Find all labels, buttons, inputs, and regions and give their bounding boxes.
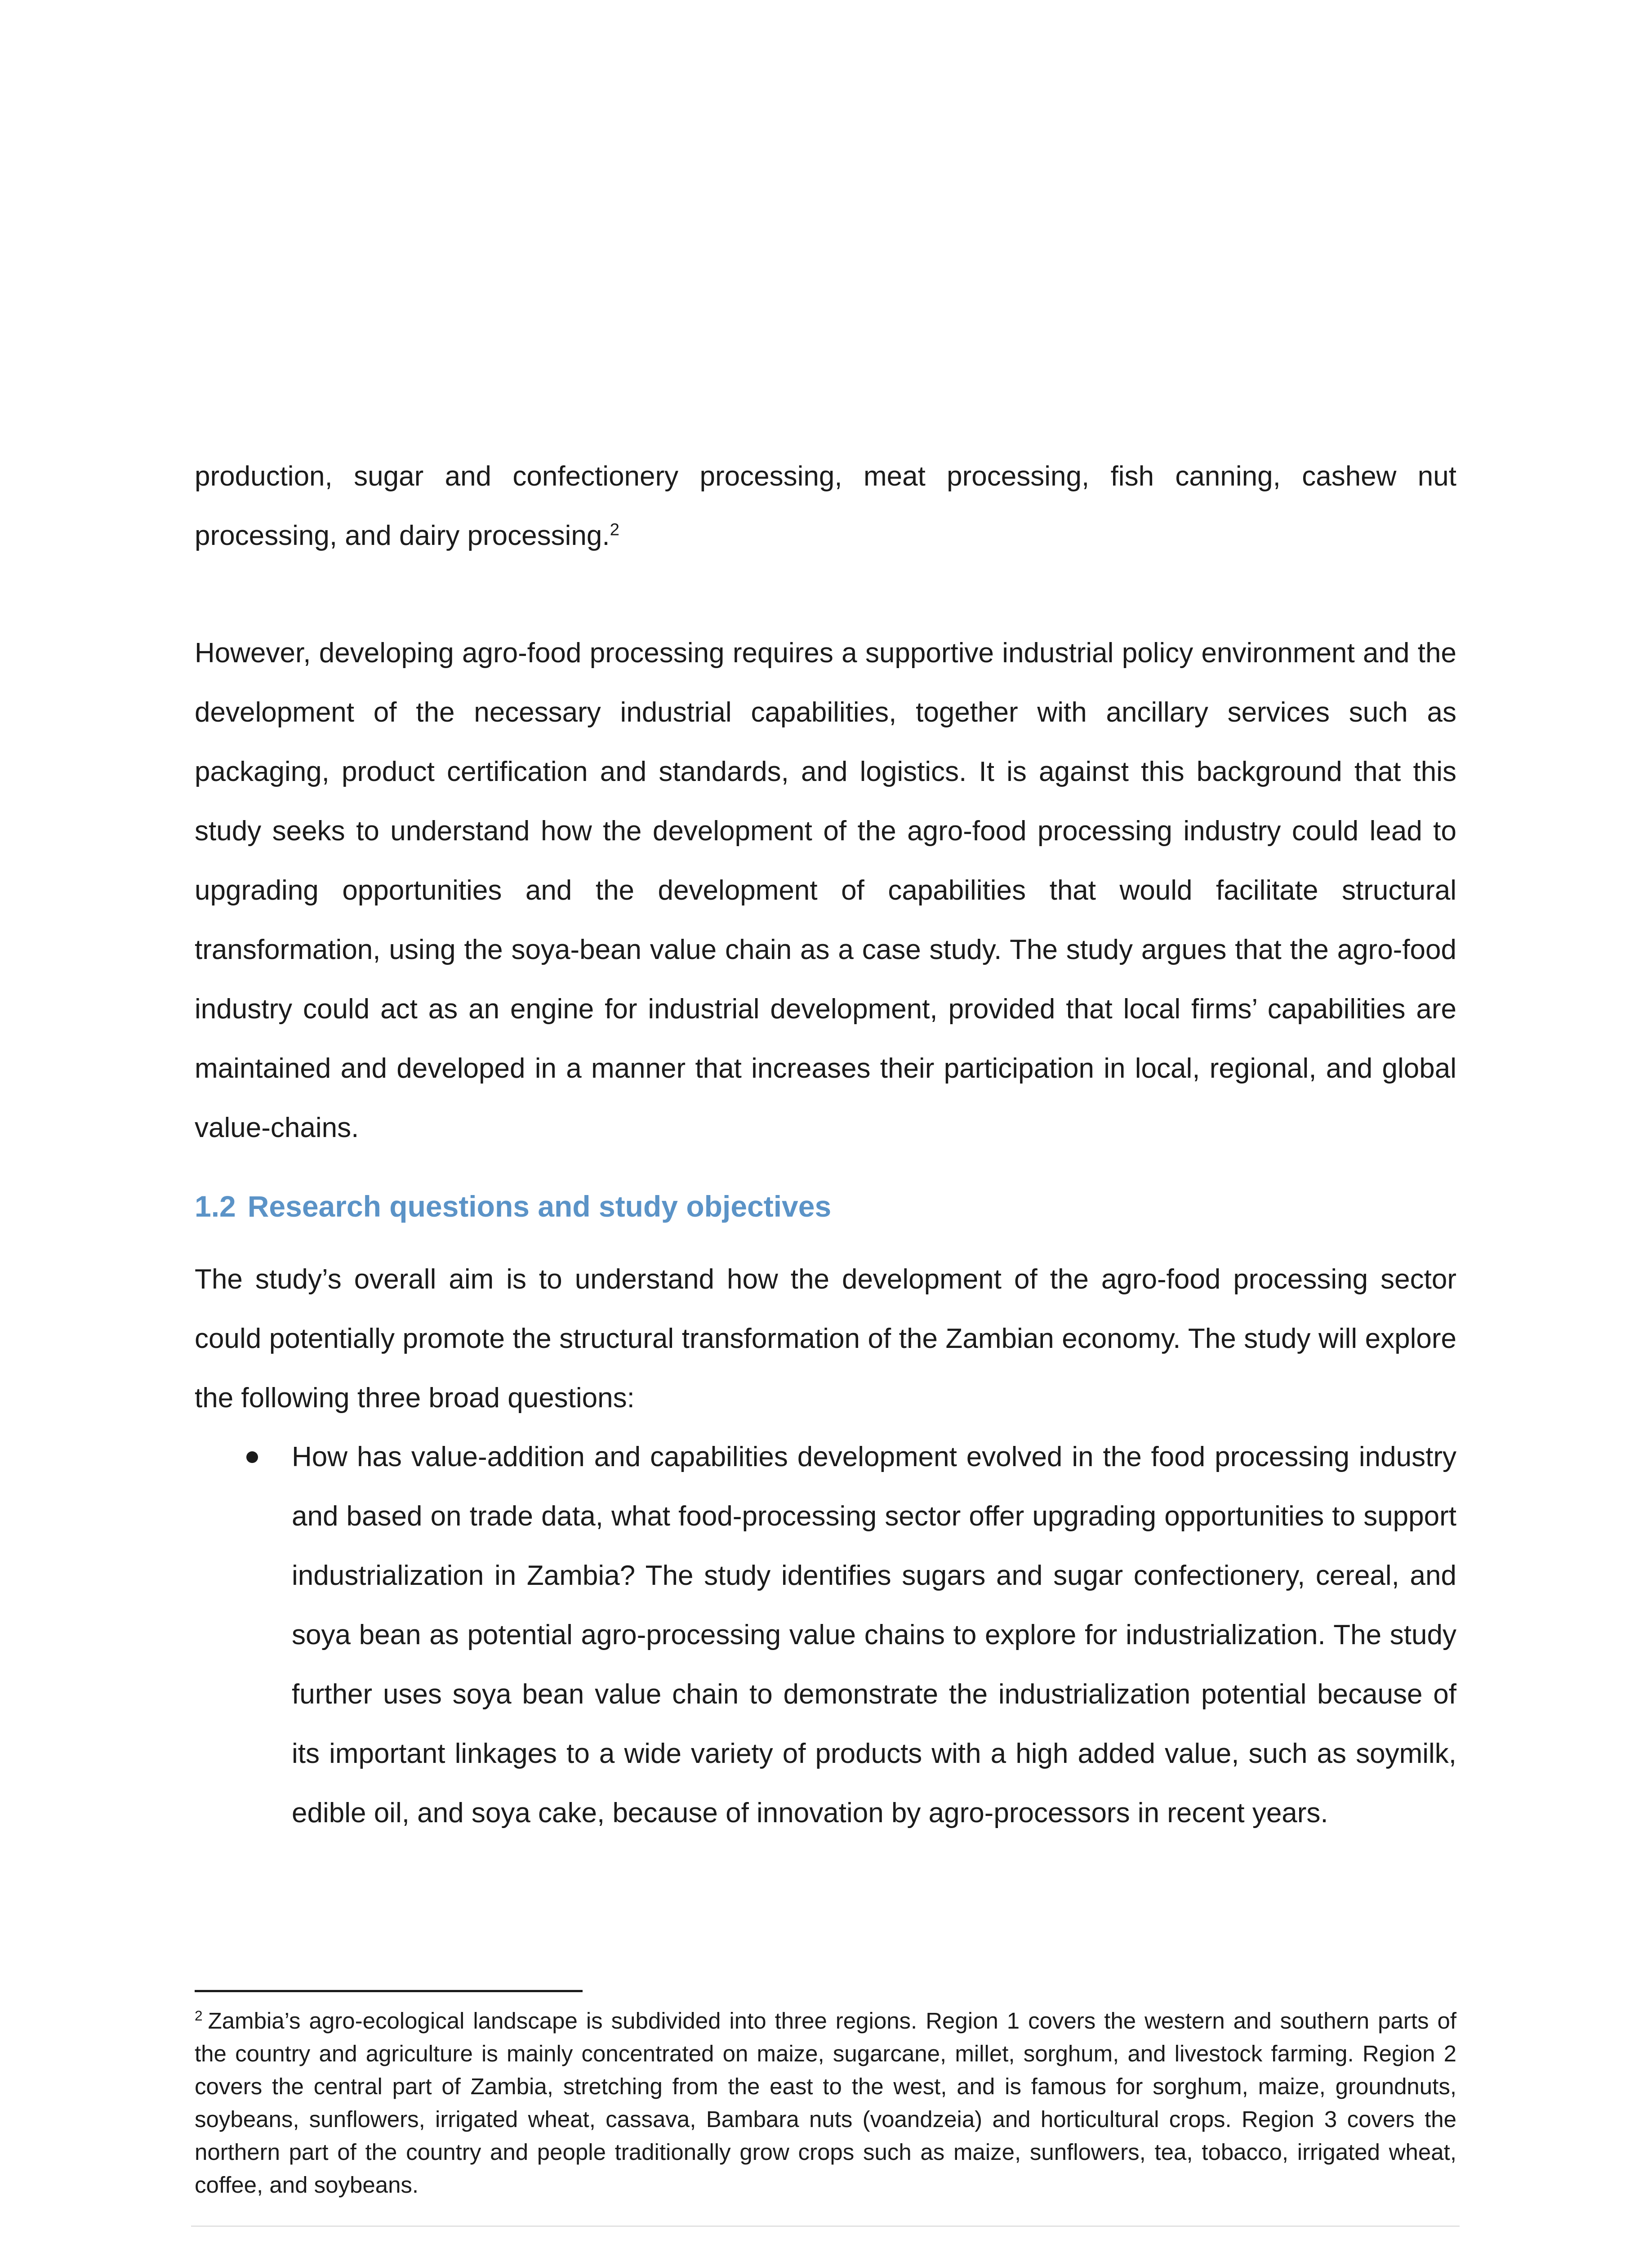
continuation-text: production, sugar and confectionery processing, meat processing, fish canning, cashew nut processing, and dairy processing. bbox=[195, 461, 1456, 551]
footnote-separator bbox=[195, 1990, 583, 1992]
section-heading bbox=[195, 1189, 831, 1223]
section-number: 1.2 bbox=[195, 1190, 236, 1223]
background-paragraph: However, developing agro-food processing requires a supportive industrial policy environment and the development of the necessary industrial capabilities, together with ancillary services such as packaging, product certification and standards, and logistics. It is against this background that this study seeks to understand how the development of the agro-food processing industry could lead to upgrading opportunities and the development of capabilities that would facilitate structural transformation, using the soya-bean value chain as a case study. The study argues that the agro-food industry could act as an engine for industrial development, provided that local firms’ capabilities are maintained and developed in a manner that increases their participation in local, regional, and global value-chains. bbox=[195, 638, 1456, 1143]
footnote-reference: 2 bbox=[610, 520, 619, 540]
continuation-paragraph bbox=[195, 447, 1456, 566]
section-intro-paragraph: The study’s overall aim is to understand how the development of the agro-food processing sector could potentially promote the structural transformation of the Zambian economy. The study will explore the following three broad questions: bbox=[195, 1264, 1456, 1414]
research-questions-list bbox=[195, 1427, 1456, 1843]
footnote-number: 2 bbox=[195, 2007, 203, 2024]
list-item-text: How has value-addition and capabilities development evolved in the food processing industry and based on trade data, what food-processing sector offer upgrading opportunities to support industrialization in Zambia? The study identifies sugars and sugar confectionery, cereal, and soya bean as potential agro-processing value chains to explore for industrialization. The study further uses soya bean value chain to demonstrate the industrialization potential because of its important linkages to a wide variety of products with a high added value, such as soymilk, edible oil, and soya cake, because of innovation by agro-processors in recent years. bbox=[292, 1441, 1456, 1829]
footnote bbox=[195, 2004, 1456, 2201]
section-title: Research questions and study objectives bbox=[247, 1190, 832, 1223]
footnote-text: Zambia’s agro-ecological landscape is subdivided into three regions. Region 1 covers the western and southern parts of the country and agriculture is mainly concentrated on maize, sugarcane, millet, sorghum, and livestock farming. Region 2 covers the central part of Zambia, stretching from the east to the west, and is famous for sorghum, maize, groundnuts, soybeans, sunflowers, irrigated wheat, cassava, Bambara nuts (voandzeia) and horticultural crops. Region 3 covers the northern part of the country and people traditionally grow crops such as maize, sunflowers, tea, tobacco, irrigated wheat, coffee, and soybeans. bbox=[195, 2008, 1456, 2198]
page-bottom-divider bbox=[191, 2226, 1460, 2227]
bullet-icon bbox=[246, 1451, 258, 1463]
list-item bbox=[195, 1427, 1456, 1843]
